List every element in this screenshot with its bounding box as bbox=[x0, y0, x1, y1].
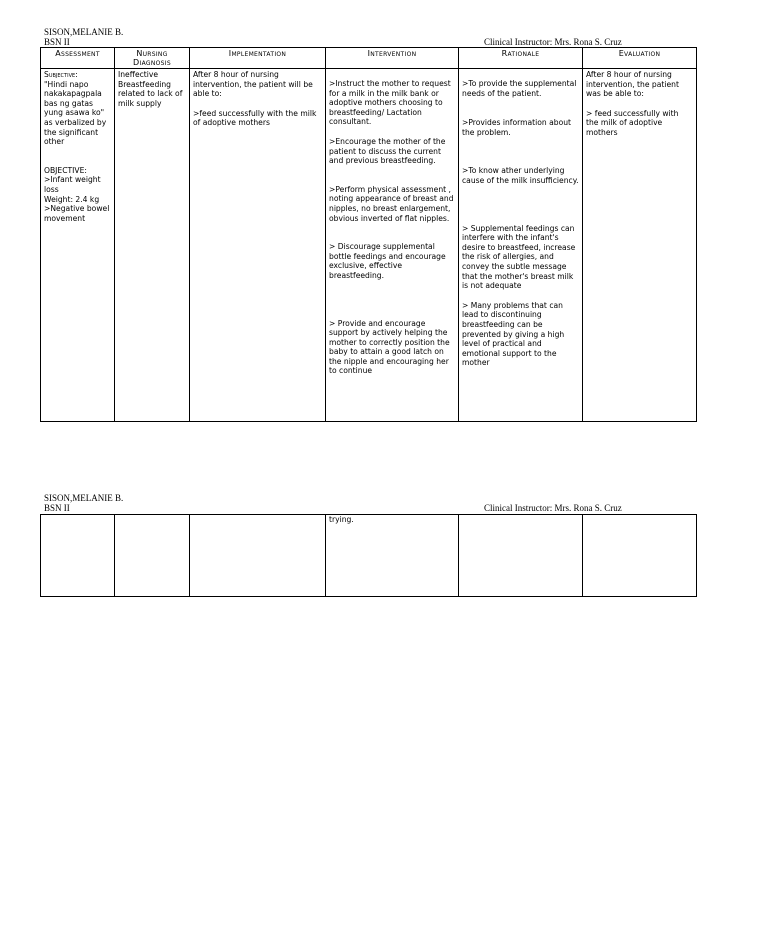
intervention-cell bbox=[326, 515, 459, 597]
column-header-nursing-diagnosis: Nursing Diagnosis bbox=[115, 48, 190, 69]
intervention-cell bbox=[326, 69, 459, 422]
course-label: BSN II bbox=[44, 503, 70, 513]
nursing-care-plan-table bbox=[40, 47, 697, 422]
evaluation-cell bbox=[583, 69, 697, 422]
nursing-diagnosis-cell bbox=[115, 69, 190, 422]
evaluation-text: After 8 hour of nursing intervention, the patient was be able to: bbox=[586, 70, 679, 99]
nursing-diagnosis-cell bbox=[115, 515, 190, 597]
student-name: SISON,MELANIE B. bbox=[44, 27, 124, 37]
intervention-item: >Perform physical assessment , noting appearance of breast and nipples, no breast enlargement, obvious inverted of flat nipples. bbox=[329, 184, 454, 223]
implementation-cell bbox=[190, 515, 326, 597]
implementation-text: After 8 hour of nursing intervention, the patient will be able to: bbox=[193, 70, 313, 99]
rationale-cell bbox=[459, 515, 583, 597]
nursing-care-plan-table-continued bbox=[40, 514, 697, 597]
intervention-continued-text: trying. bbox=[329, 515, 354, 524]
subjective-text: "Hindi napo nakakapagpala bas ng gatas yung asawa ko" as verbalized by the significant other bbox=[44, 79, 107, 147]
rationale-item: >Provides information about the problem. bbox=[462, 118, 572, 137]
clinical-instructor: Clinical Instructor: Mrs. Rona S. Cruz bbox=[484, 37, 622, 47]
course-label: BSN II bbox=[44, 37, 70, 47]
rationale-cell bbox=[459, 69, 583, 422]
table-row bbox=[41, 69, 697, 422]
rationale-item: >To know ather underlying cause of the milk insufficiency. bbox=[462, 166, 579, 185]
objective-label: OBJECTIVE: bbox=[44, 165, 87, 175]
intervention-item: >Encourage the mother of the patient to discuss the current and previous breastfeeding. bbox=[329, 136, 446, 166]
rationale-item: > Many problems that can lead to discontinuing breastfeeding can be prevented by giving a high level of practical and emotional support to the mother bbox=[462, 300, 565, 368]
objective-item: >Negative bowel movement bbox=[44, 204, 110, 223]
assessment-cell bbox=[41, 69, 115, 422]
student-name: SISON,MELANIE B. bbox=[44, 493, 124, 503]
implementation-cell bbox=[190, 69, 326, 422]
table-row bbox=[41, 515, 697, 597]
intervention-item: > Provide and encourage support by actively helping the mother to correctly position the baby to attain a good latch on the nipple and encouraging her to continue bbox=[329, 318, 450, 376]
nursing-diagnosis-text: Ineffective Breastfeeding related to lack of milk supply bbox=[118, 70, 183, 108]
column-header-implementation: Implementation bbox=[190, 48, 326, 69]
column-header-rationale: Rationale bbox=[459, 48, 583, 69]
objective-item: >Infant weight loss bbox=[44, 175, 101, 194]
assessment-cell bbox=[41, 515, 115, 597]
rationale-item: >To provide the supplemental needs of the patient. bbox=[462, 79, 577, 98]
intervention-item: >Instruct the mother to request for a milk in the milk bank or adoptive mothers choosing to breastfeeding/ Lactation consultant. bbox=[329, 79, 451, 127]
intervention-item: > Discourage supplemental bottle feedings and encourage exclusive, effective breastfeeding. bbox=[329, 242, 446, 280]
table-header-row bbox=[41, 48, 697, 69]
evaluation-text: > feed successfully with the milk of adoptive mothers bbox=[586, 108, 679, 137]
implementation-text: >feed successfully with the milk of adoptive mothers bbox=[193, 108, 317, 128]
evaluation-cell bbox=[583, 515, 697, 597]
clinical-instructor: Clinical Instructor: Mrs. Rona S. Cruz bbox=[484, 503, 622, 513]
column-header-intervention: Intervention bbox=[326, 48, 459, 69]
objective-item: Weight: 2.4 kg bbox=[44, 194, 100, 204]
subjective-label: Subjective: bbox=[44, 70, 78, 79]
column-header-assessment: Assessment bbox=[41, 48, 115, 69]
rationale-item: > Supplemental feedings can interfere with the infant's desire to breastfeed, increase the risk of allergies, and convey the subtle message that the mother's breast milk is not adequate bbox=[462, 223, 576, 291]
column-header-evaluation: Evaluation bbox=[583, 48, 697, 69]
